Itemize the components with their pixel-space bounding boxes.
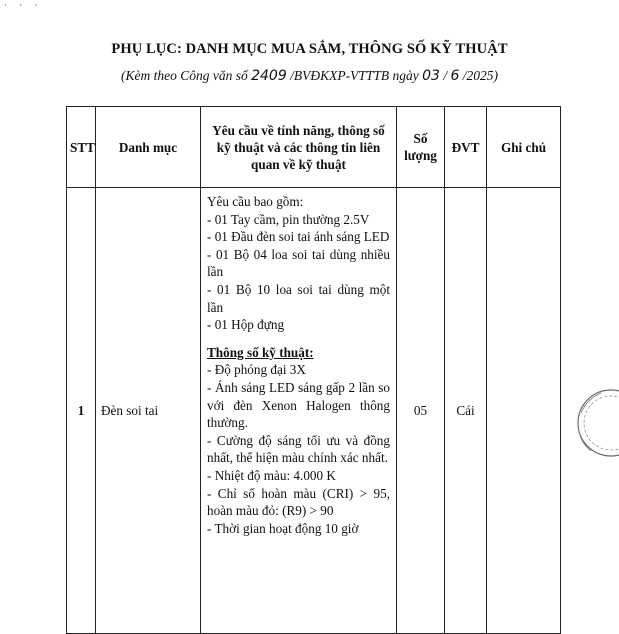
cell-ghi-chu <box>487 188 561 634</box>
date-separator: / <box>443 68 448 83</box>
spec-item: - Thời gian hoạt động 10 giờ <box>207 520 359 536</box>
subtitle-prefix: (Kèm theo Công văn số <box>120 68 248 83</box>
header-stt: STT <box>67 107 96 188</box>
requirement-item: - 01 Hộp đựng <box>207 317 285 333</box>
cell-so-luong: 05 <box>397 188 445 634</box>
header-yeu-cau: Yêu cầu về tính năng, thông số kỹ thuật và các thông tin liên quan về kỹ thuật <box>201 107 397 188</box>
document-subtitle <box>0 68 619 84</box>
handwritten-day: 03 <box>422 68 440 84</box>
header-dvt: ĐVT <box>445 107 487 188</box>
spec-item: - Ánh sáng LED sáng gấp 2 lần so với đèn Xenon Halogen thông thường. <box>207 379 390 431</box>
spec-item: - Độ phóng đại 3X <box>207 362 306 378</box>
cell-stt: 1 <box>67 188 96 634</box>
requirement-item: - 01 Bộ 10 loa soi tai dùng một lần <box>207 281 390 315</box>
seal-stamp-icon <box>571 383 619 463</box>
table-header-row <box>67 107 561 188</box>
spec-item: - Nhiệt độ màu: 4.000 K <box>207 467 336 483</box>
subtitle-suffix: /2025) <box>462 68 498 83</box>
spec-item: - Cường độ sáng tối ưu và đồng nhất, thể hiện màu chính xác nhất. <box>207 432 390 466</box>
document-title: PHỤ LỤC: DANH MỤC MUA SẮM, THÔNG SỐ KỸ THUẬT <box>111 41 508 57</box>
scan-specks: · · · <box>4 0 43 10</box>
header-danh-muc: Danh mục <box>96 107 201 188</box>
requirement-item: - 01 Đầu đèn soi tai ánh sáng LED <box>207 229 390 245</box>
subtitle-middle: /BVĐKXP-VTTTB ngày <box>290 68 419 83</box>
handwritten-doc-number: 2409 <box>251 68 287 84</box>
header-ghi-chu: Ghi chú <box>487 107 561 188</box>
requirements-intro: Yêu cầu bao gồm: <box>207 194 304 209</box>
requirement-item: - 01 Tay cầm, pin thường 2.5V <box>207 211 370 227</box>
spec-item: - Chỉ số hoàn màu (CRI) > 95, hoàn màu đỏ: (R9) > 90 <box>207 485 390 519</box>
cell-dvt: Cái <box>445 188 487 634</box>
handwritten-month: 6 <box>450 68 460 84</box>
requirement-item: - 01 Bộ 04 loa soi tai dùng nhiều lần <box>207 246 390 280</box>
table-row <box>67 188 561 634</box>
cell-danh-muc: Đèn soi tai <box>96 188 201 634</box>
header-so-luong: Số lượng <box>397 107 445 188</box>
procurement-table <box>66 106 561 634</box>
cell-requirements <box>201 188 397 634</box>
spec-heading: Thông số kỹ thuật: <box>207 344 314 360</box>
